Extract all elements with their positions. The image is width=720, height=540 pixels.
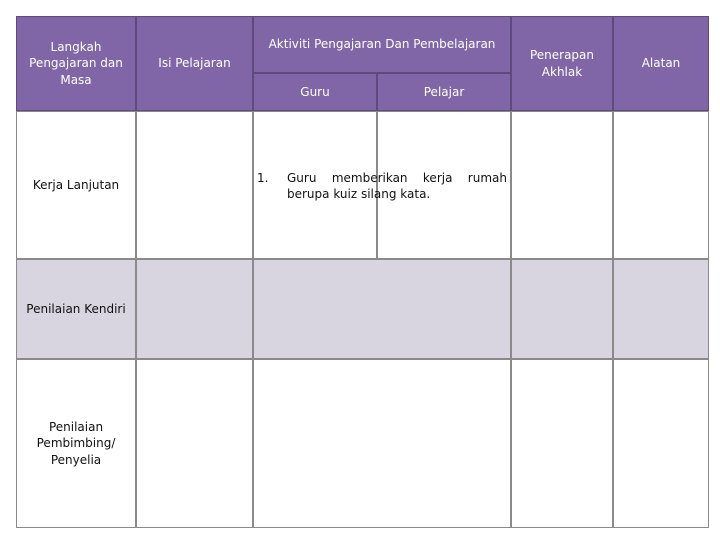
header-akhlak [511, 16, 613, 111]
row-kerja-lanjutan-label: Kerja Lanjutan [32, 177, 120, 192]
row-penilaian-kendiri-aktiviti [253, 259, 511, 359]
lesson-plan-table [16, 16, 709, 528]
guru-activity-item [257, 170, 507, 202]
header-alatan [613, 16, 709, 111]
row-penilaian-kendiri-label: Penilaian Kendiri [26, 301, 126, 316]
row-penilaian-pembimbing-langkah [16, 359, 136, 528]
row-penilaian-kendiri-langkah [16, 259, 136, 359]
header-isi-label: Isi Pelajaran [158, 56, 231, 71]
row-penilaian-pembimbing-aktiviti [253, 359, 511, 528]
header-langkah [16, 16, 136, 111]
row-kerja-lanjutan-akhlak [511, 111, 613, 259]
row-penilaian-pembimbing-alatan [613, 359, 709, 528]
row-penilaian-pembimbing-label: Penilaian Pembimbing/ Penyelia [36, 420, 116, 467]
header-pelajar-label: Pelajar [423, 84, 465, 99]
header-aktiviti-label: Aktiviti Pengajaran Dan Pembelajaran [268, 37, 496, 52]
row-kerja-lanjutan-isi [136, 111, 253, 259]
header-langkah-label: Langkah Pengajaran dan Masa [29, 40, 123, 87]
row-kerja-lanjutan-alatan [613, 111, 709, 259]
guru-activity-text: Guru memberikan kerja rumah berupa kuiz silang kata. [287, 171, 507, 202]
row-kerja-lanjutan-langkah [16, 111, 136, 259]
row-penilaian-kendiri-alatan [613, 259, 709, 359]
header-guru [253, 73, 377, 111]
header-akhlak-label: Penerapan Akhlak [529, 48, 595, 79]
header-pelajar [377, 73, 511, 111]
header-guru-label: Guru [300, 84, 330, 99]
row-penilaian-pembimbing-akhlak [511, 359, 613, 528]
row-penilaian-pembimbing-isi [136, 359, 253, 528]
header-isi [136, 16, 253, 111]
row-penilaian-kendiri-isi [136, 259, 253, 359]
header-aktiviti [253, 16, 511, 73]
row-penilaian-kendiri-akhlak [511, 259, 613, 359]
header-alatan-label: Alatan [641, 56, 681, 71]
guru-activity-number: 1. [257, 171, 269, 185]
